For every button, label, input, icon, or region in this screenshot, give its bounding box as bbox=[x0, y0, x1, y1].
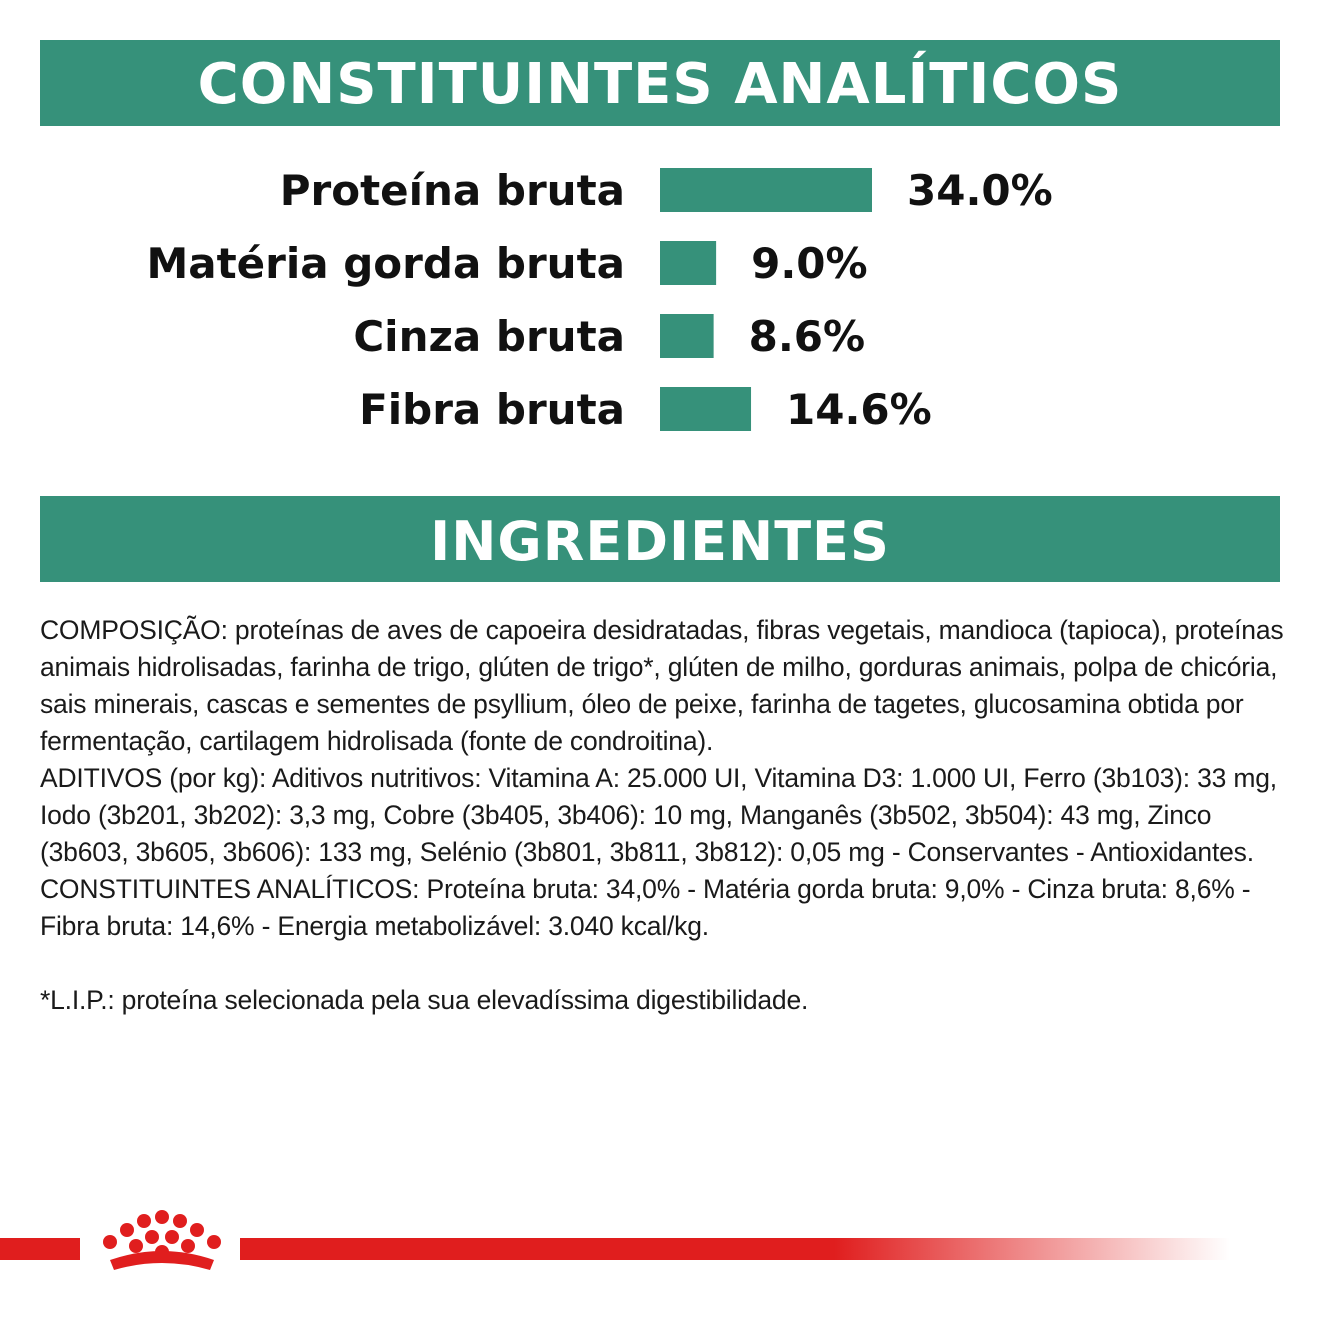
footnote-text: *L.I.P.: proteína selecionada pela sua elevadíssima digestibilidade. bbox=[40, 985, 809, 1015]
chart-category-label: Proteína bruta bbox=[279, 166, 625, 215]
chart-bar bbox=[660, 168, 872, 212]
ingredients-header: INGREDIENTES bbox=[40, 496, 1280, 582]
ingredients-text bbox=[40, 612, 1290, 1019]
chart-value-label: 9.0% bbox=[751, 239, 868, 288]
analytical-constituents-text: CONSTITUINTES ANALÍTICOS: Proteína bruta: 34,0% - Matéria gorda bruta: 9,0% - Cinza bruta: 8,6% - Fibra bruta: 14,6% - Energia metabolizável: 3.040 kcal/kg. bbox=[40, 874, 1251, 941]
chart-bar bbox=[660, 387, 751, 431]
chart-value-label: 14.6% bbox=[786, 385, 932, 434]
chart-category-label: Cinza bruta bbox=[353, 312, 625, 361]
chart-category-label: Fibra bruta bbox=[359, 385, 625, 434]
chart-value-label: 34.0% bbox=[907, 166, 1053, 215]
footer-red-line-right bbox=[240, 1238, 1230, 1260]
chart-category-label: Matéria gorda bruta bbox=[146, 239, 625, 288]
chart-value-label: 8.6% bbox=[748, 312, 866, 361]
analytical-constituents-chart bbox=[0, 150, 1320, 450]
crown-icon bbox=[92, 1208, 232, 1282]
footer-red-line-left bbox=[0, 1238, 80, 1260]
chart-bar bbox=[660, 314, 714, 358]
composition-text: COMPOSIÇÃO: proteínas de aves de capoeira desidratadas, fibras vegetais, mandioca (tapioca), proteínas animais hidrolisadas, farinha de trigo, glúten de trigo*, glúten de milho, gorduras animais, polpa de chicória, sais minerais, cascas e sementes de psyllium, óleo de peixe, farinha de tagetes, glucosamina obtida por fermentação, cartilagem hidrolisada (fonte de condroitina). bbox=[40, 615, 1284, 756]
additives-text: ADITIVOS (por kg): Aditivos nutritivos: Vitamina A: 25.000 UI, Vitamina D3: 1.000 UI, Ferro (3b103): 33 mg, Iodo (3b201, 3b202): 3,3 mg, Cobre (3b405, 3b406): 10 mg, Manganês (3b502, 3b504): 43 mg, Zinco (3b603, 3b605, 3b606): 133 mg, Selénio (3b801, 3b811, 3b812): 0,05 mg - Conservantes - Antioxidantes. bbox=[40, 763, 1277, 867]
analytical-constituents-header: CONSTITUINTES ANALÍTICOS bbox=[40, 40, 1280, 126]
chart-bar bbox=[660, 241, 716, 285]
